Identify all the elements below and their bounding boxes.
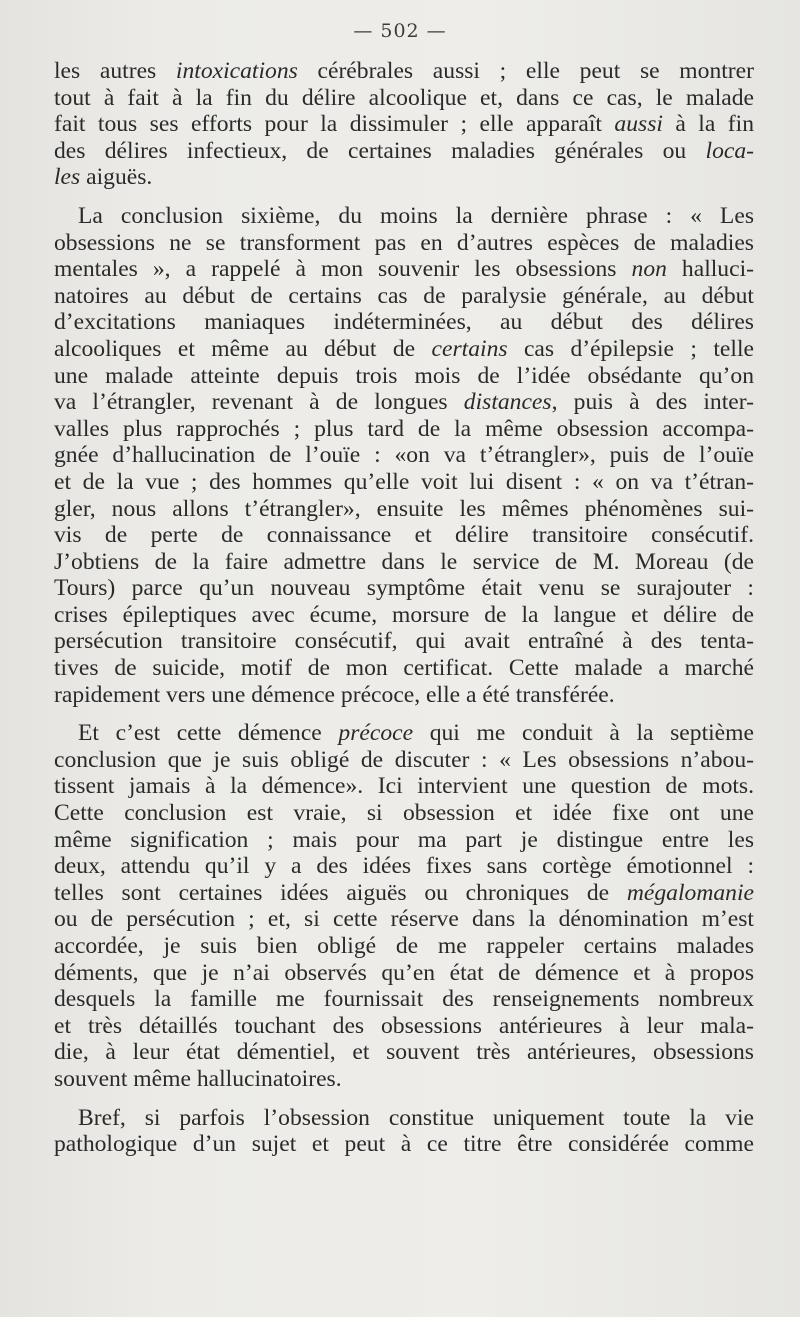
italic-text-run: loca- (705, 137, 754, 164)
text-line (54, 1039, 754, 1066)
text-run: tout à fait à la fin du délire alcoolique et, dans ce cas, le malade (54, 84, 754, 111)
text-run: cérébrales aussi ; elle peut se montrer (297, 58, 754, 84)
text-run: obsessions ne se transforment pas en d’autres espèces de maladies (54, 229, 754, 256)
text-run: die, à leur état démentiel, et souvent très antérieures, obsessions (54, 1039, 754, 1066)
text-run: Cette conclusion est vraie, si obsession et idée fixe ont une (54, 800, 754, 827)
text-line (54, 549, 754, 576)
text-run: telles sont certaines idées aiguës ou chroniques de (54, 879, 627, 906)
text-line (54, 164, 754, 191)
text-run: les autres (54, 58, 176, 84)
text-run: va l’étrangler, revenant à de longues (54, 389, 464, 416)
text-line (54, 1066, 754, 1093)
text-run: à la fin (662, 111, 754, 138)
text-run: tissent jamais à la démence». Ici intervient une question de mots. (54, 773, 754, 800)
italic-text-run: les (54, 164, 81, 191)
text-run: alcooliques et même au début de (54, 335, 432, 362)
text-run: natoires au début de certains cas de paralysie générale, au début (54, 282, 754, 309)
body-text (54, 58, 754, 1158)
text-line (54, 1105, 754, 1132)
italic-text-run: précoce (338, 720, 414, 747)
paragraph (54, 58, 754, 191)
text-run: mentales », a rappelé à mon souvenir les obsessions (54, 256, 632, 283)
text-run: gler, nous allons t’étrangler», ensuite les mêmes phénomènes sui- (54, 495, 754, 522)
text-run: desquels la famille me fournissait des renseignements nombreux (54, 986, 754, 1013)
text-line (54, 720, 754, 747)
italic-text-run: mégalomanie (626, 879, 754, 906)
text-line (54, 442, 754, 469)
text-run: et très détaillés touchant des obsessions antérieures à leur mala- (54, 1012, 754, 1039)
text-line (54, 416, 754, 443)
text-run: Bref, si parfois l’obsession constitue uniquement toute la vie (78, 1104, 754, 1131)
text-line (54, 773, 754, 800)
text-line (54, 85, 754, 112)
text-line (54, 747, 754, 774)
text-line (54, 628, 754, 655)
italic-text-run: intoxications (175, 58, 298, 84)
text-line (54, 336, 754, 363)
text-line (54, 602, 754, 629)
text-line (54, 986, 754, 1013)
text-run: , puis à des inter- (551, 389, 754, 416)
text-run: tives de suicide, motif de mon certificat. Cette malade a marché (54, 655, 754, 682)
text-run: accordée, je suis bien obligé de me rappeler certains malades (54, 933, 754, 959)
text-line (54, 138, 754, 165)
text-line (54, 522, 754, 549)
text-run: même signification ; mais pour ma part je distingue entre les (54, 826, 754, 853)
text-run: crises épileptiques avec écume, morsure de la langue et délire de (54, 601, 754, 628)
text-line (54, 389, 754, 416)
text-line (54, 853, 754, 880)
text-line (54, 111, 754, 138)
italic-text-run: certains (431, 335, 508, 362)
text-line (54, 496, 754, 523)
text-run: des délires infectieux, de certaines maladies générales ou (54, 137, 706, 164)
text-line (54, 682, 754, 709)
text-line (54, 283, 754, 310)
text-run: valles plus rapprochés ; plus tard de la même obsession accompa- (54, 415, 754, 442)
paragraph (54, 203, 754, 708)
text-run: J’obtiens de la faire admettre dans le service de M. Moreau (de (54, 548, 754, 575)
text-line (54, 469, 754, 496)
text-run: ou de persécution ; et, si cette réserve dans la dénomination m’est (54, 906, 754, 933)
page-number: — 502 — (353, 20, 447, 42)
text-run: pathologique d’un sujet et peut à ce titre être considérée comme (54, 1131, 754, 1158)
text-run: conclusion que je suis obligé de discuter : « Les obsessions n’abou- (54, 746, 754, 773)
text-line (54, 960, 754, 987)
text-run: persécution transitoire consécutif, qui avait entraîné à des tenta- (54, 628, 754, 655)
text-line (54, 906, 754, 933)
text-run: deux, attendu qu’il y a des idées fixes sans cortège émotionnel : (54, 853, 754, 880)
text-run: gnée d’hallucination de l’ouïe : «on va t’étrangler», puis de l’ouïe (54, 442, 754, 469)
paragraph (54, 720, 754, 1092)
text-line (54, 575, 754, 602)
text-run: d’excitations maniaques indéterminées, au début des délires (54, 309, 754, 336)
text-run: et de la vue ; des hommes qu’elle voit lui disent : « on va t’étran- (54, 468, 754, 495)
text-line (54, 800, 754, 827)
italic-text-run: distances (463, 389, 552, 416)
text-run: cas d’épilepsie ; telle (507, 335, 754, 362)
text-run: fait tous ses efforts pour la dissimuler ; elle apparaît (54, 111, 615, 138)
text-line (54, 58, 754, 85)
text-run: aiguës. (80, 164, 153, 191)
text-line (54, 256, 754, 283)
text-run: qui me conduit à la septième (413, 720, 754, 747)
paragraph (54, 1105, 754, 1158)
text-run: Et c’est cette démence (78, 720, 339, 747)
text-line (54, 827, 754, 854)
text-run: souvent même hallucinatoires. (54, 1065, 342, 1092)
italic-text-run: non (631, 256, 667, 283)
text-run: déments, que je n’ai observés qu’en état de démence et à propos (54, 959, 754, 986)
text-run: rapidement vers une démence précoce, elle a été transférée. (54, 681, 615, 708)
italic-text-run: aussi (614, 111, 663, 138)
text-line (54, 203, 754, 230)
text-run: Tours) parce qu’un nouveau symptôme était venu se surajouter : (54, 575, 754, 602)
text-line (54, 363, 754, 390)
text-line (54, 655, 754, 682)
text-line (54, 309, 754, 336)
text-line (54, 230, 754, 257)
text-run: une malade atteinte depuis trois mois de l’idée obsédante qu’on (54, 362, 754, 389)
text-line (54, 880, 754, 907)
text-line (54, 1131, 754, 1158)
text-line (54, 933, 754, 960)
text-run: La conclusion sixième, du moins la dernière phrase : « Les (78, 202, 754, 229)
text-line (54, 1013, 754, 1040)
text-run: vis de perte de connaissance et délire transitoire consécutif. (54, 522, 754, 549)
text-run: halluci- (666, 256, 754, 283)
